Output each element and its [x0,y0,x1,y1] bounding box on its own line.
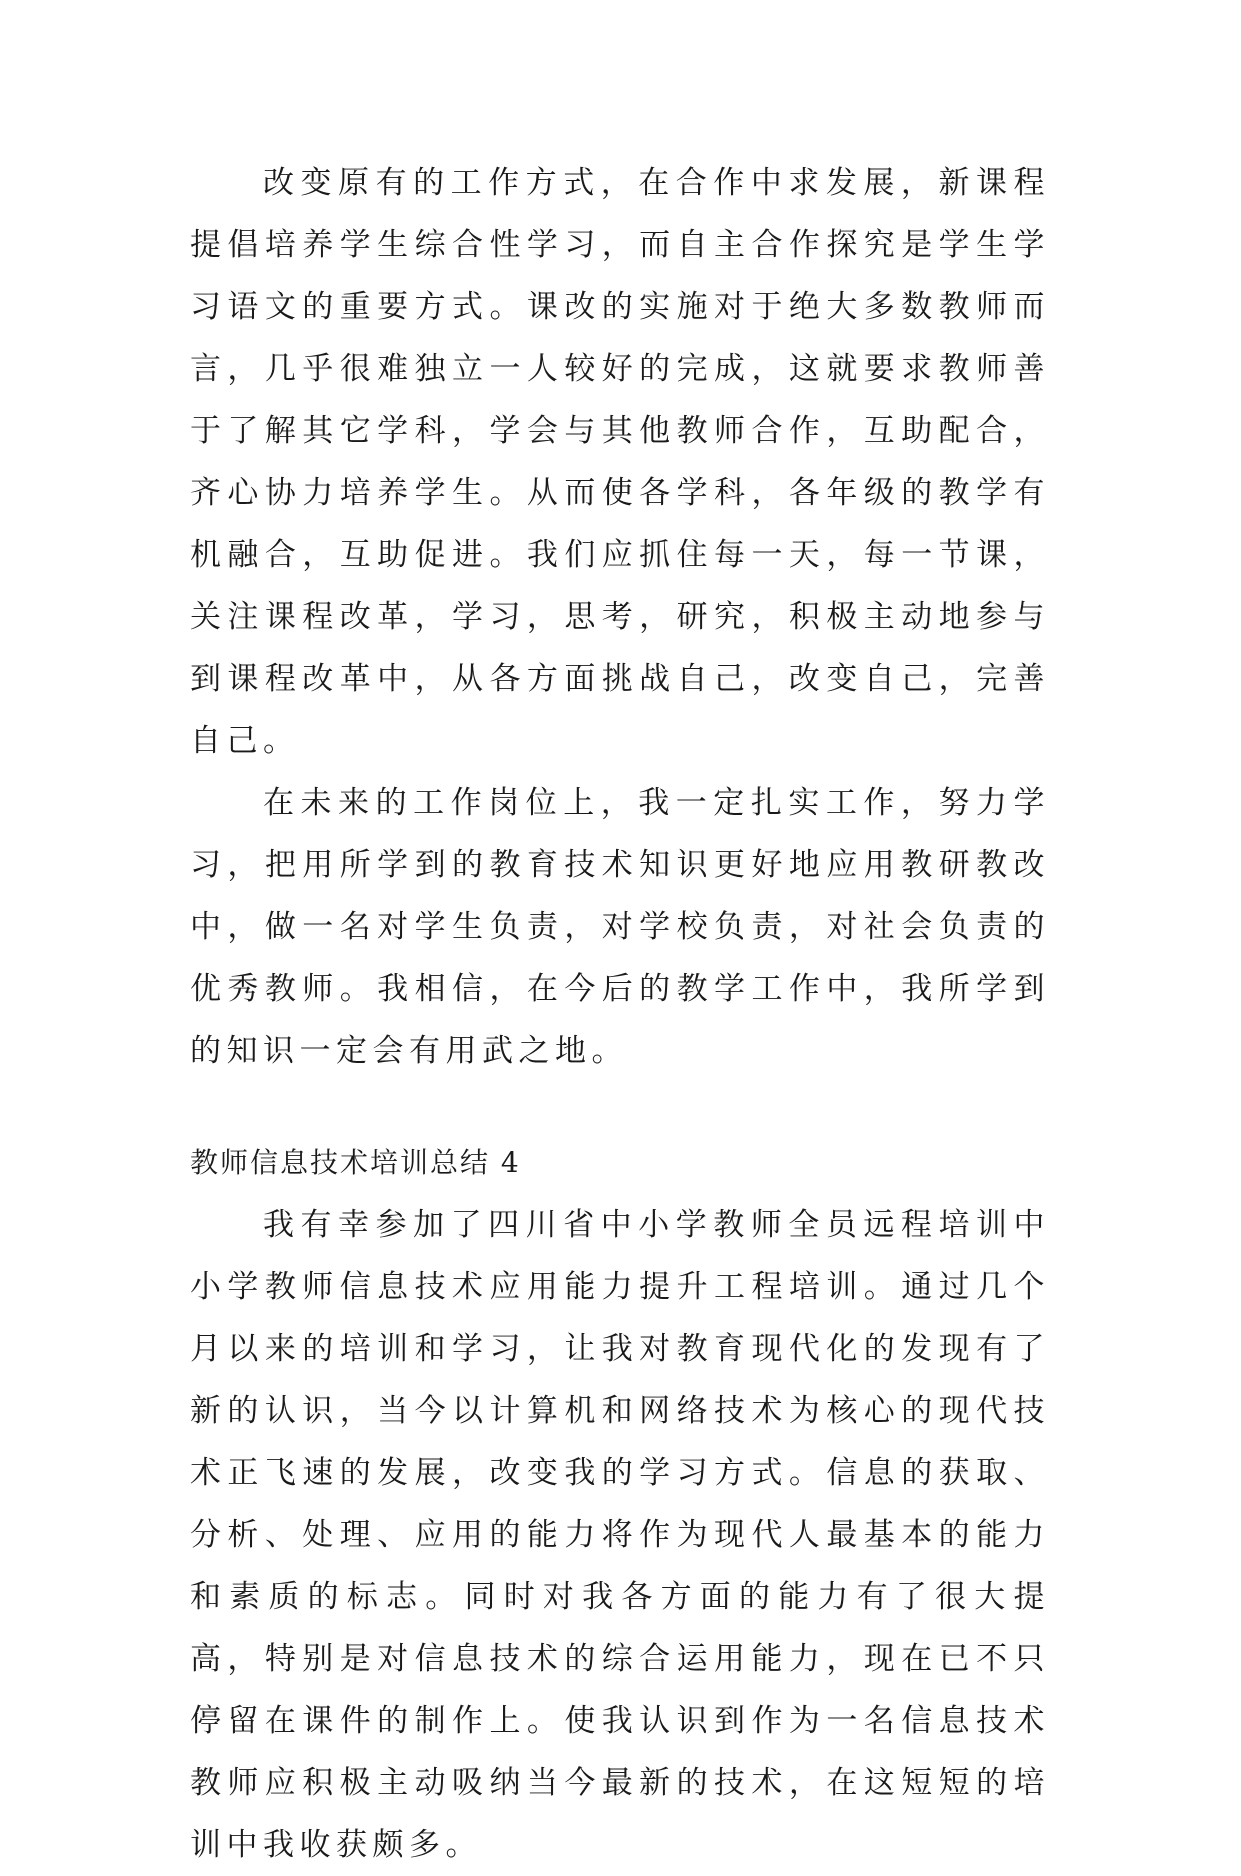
document-page [190,152,1050,1876]
paragraph-training-summary: 我有幸参加了四川省中小学教师全员远程培训中小学教师信息技术应用能力提升工程培训。通过几个月以来的培训和学习，让我对教育现代化的发现有了新的认识，当今以计算机和网络技术为核心的现代技术正飞速的发展，改变我的学习方式。信息的获取、分析、处理、应用的能力将作为现代人最基本的能力和素质的标志。同时对我各方面的能力有了很大提高，特别是对信息技术的综合运用能力，现在已不只停留在课件的制作上。使我认识到作为一名信息技术教师应积极主动吸纳当今最新的技术，在这短短的培训中我收获颇多。 [190,1207,1050,1863]
section-heading: 教师信息技术培训总结 4 [190,1146,521,1179]
paragraph-future-work: 在未来的工作岗位上，我一定扎实工作，努力学习，把用所学到的教育技术知识更好地应用教研教改中，做一名对学生负责，对学校负责，对社会负责的优秀教师。我相信，在今后的教学工作中，我所学到的知识一定会有用武之地。 [190,785,1050,1069]
paragraph-cooperation: 改变原有的工作方式，在合作中求发展，新课程提倡培养学生综合性学习，而自主合作探究是学生学习语文的重要方式。课改的实施对于绝大多数教师而言，几乎很难独立一人较好的完成，这就要求教师善于了解其它学科，学会与其他教师合作，互助配合，齐心协力培养学生。从而使各学科，各年级的教学有机融合，互助促进。我们应抓住每一天，每一节课，关注课程改革，学习，思考，研究，积极主动地参与到课程改革中，从各方面挑战自己，改变自己，完善自己。 [190,165,1050,759]
